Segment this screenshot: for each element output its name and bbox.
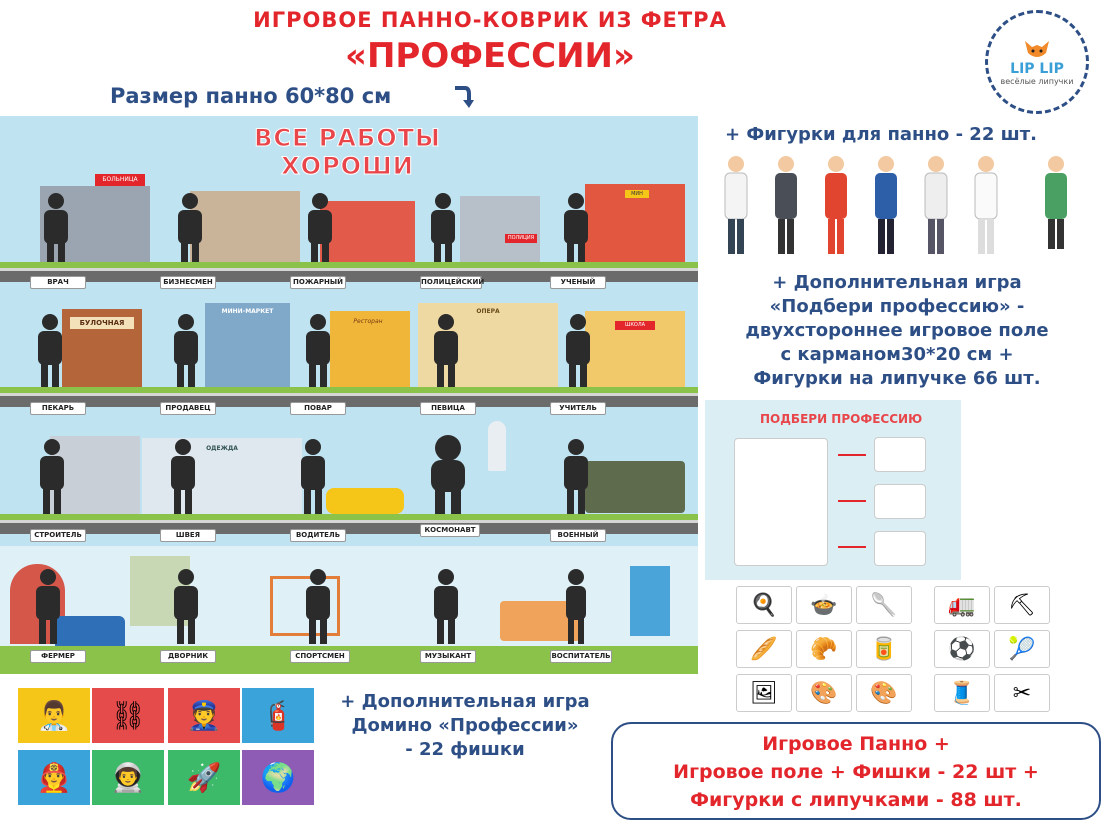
domino-description — [320, 690, 610, 762]
panel-row-1 — [0, 156, 698, 291]
tile-paints-icon: 🎨 — [856, 674, 912, 712]
school-building — [585, 311, 685, 389]
job-label: ПЕКАРЬ — [30, 402, 86, 415]
summary-box — [611, 722, 1101, 820]
tile-racket-icon: 🎾 — [994, 630, 1050, 668]
businessman-silhouette — [172, 192, 208, 270]
soldier-silhouette — [558, 438, 594, 516]
figures-row — [722, 152, 1092, 264]
job-label: ПОЖАРНЫЙ — [290, 276, 346, 289]
domino-extinguisher-icon: 🧯 — [242, 688, 314, 743]
page-title-line2: «ПРОФЕССИИ» — [345, 36, 635, 76]
panel-row-4 — [0, 546, 698, 674]
policeman-figure — [875, 156, 897, 254]
tile-pan-icon: 🍳 — [736, 586, 792, 624]
firefighter-figure — [825, 156, 847, 254]
panel-size-label: Размер панно 60*80 см — [110, 84, 392, 108]
job-label: ВОСПИТАТЕЛЬ — [550, 650, 612, 663]
restaurant-sign: Ресторан — [353, 318, 383, 325]
tile-palette-icon: 🎨 — [796, 674, 852, 712]
job-label: МУЗЫКАНТ — [420, 650, 476, 663]
farmer-silhouette — [30, 568, 66, 646]
extra-game-line: + Дополнительная игра — [772, 272, 1022, 293]
job-label: КОСМОНАВТ — [420, 524, 480, 537]
chef-figure — [975, 156, 997, 254]
tile-pot-icon: 🍲 — [796, 586, 852, 624]
domino-line: Домино «Профессии» — [351, 715, 579, 736]
tile-mixer-truck-icon: 🚛 — [934, 586, 990, 624]
singer-silhouette — [428, 313, 464, 391]
game-board-slot — [874, 531, 926, 566]
job-label: УЧЕНЫЙ — [550, 276, 606, 289]
logo-subtitle: весёлые липучки — [1000, 76, 1074, 86]
panel-row-3 — [0, 416, 698, 546]
clothes-shop-sign: ОДЕЖДА — [206, 445, 238, 452]
restaurant-building — [330, 311, 410, 389]
firefighter-silhouette — [302, 192, 338, 270]
arrow-right-icon — [838, 546, 866, 548]
domino-line: - 22 фишки — [405, 739, 525, 760]
driver-silhouette — [295, 438, 331, 516]
tile-wheelbarrow-icon: ⛏ — [994, 586, 1050, 624]
job-label: ВРАЧ — [30, 276, 86, 289]
game-board-main-slot — [734, 438, 828, 566]
figures-heading: + Фигурки для панно - 22 шт. — [725, 124, 1038, 145]
extra-game-line: «Подбери профессию» - — [769, 296, 1025, 317]
professions-panel — [0, 116, 698, 674]
hospital-sign: БОЛЬНИЦА — [95, 174, 145, 186]
fox-icon — [1022, 39, 1052, 61]
scientist-silhouette — [558, 192, 594, 270]
bakery-sign: БУЛОЧНАЯ — [70, 317, 134, 329]
teacher-figure — [1045, 156, 1067, 249]
game-board-slot — [874, 437, 926, 472]
police-sign: ПОЛИЦИЯ — [505, 234, 537, 243]
tile-bread-basket-icon: 🥐 — [796, 630, 852, 668]
job-label: ДВОРНИК — [160, 650, 216, 663]
panel-title: ВСЕ РАБОТЫ ХОРОШИ — [254, 124, 441, 180]
doctor-silhouette — [38, 192, 74, 270]
extra-game-line: с карманом30*20 см + — [780, 344, 1014, 365]
curved-arrow-icon — [452, 84, 474, 110]
educator-silhouette — [562, 568, 590, 646]
police-building — [460, 196, 540, 264]
job-label: БИЗНЕСМЕН — [160, 276, 216, 289]
baker-silhouette — [32, 313, 68, 391]
brand-logo — [985, 10, 1089, 114]
job-label: ШВЕЯ — [160, 529, 216, 542]
domino-astronaut-icon: 👨‍🚀 — [92, 750, 164, 805]
minimarket-sign: МИНИ-МАРКЕТ — [221, 308, 274, 315]
panel-row-2 — [0, 291, 698, 416]
extra-game-description — [712, 271, 1082, 391]
job-label: ВОДИТЕЛЬ — [290, 529, 346, 542]
taxi-car — [326, 488, 404, 514]
opera-sign: ОПЕРА — [476, 308, 500, 315]
janitor-silhouette — [168, 568, 204, 646]
scientist-figure — [925, 156, 947, 254]
kindergarten-tower — [630, 566, 670, 636]
arrow-right-icon — [838, 500, 866, 502]
tile-rolling-pin-icon: 🥖 — [736, 630, 792, 668]
domino-line: + Дополнительная игра — [340, 691, 590, 712]
domino-rocket-icon: 🚀 — [168, 750, 240, 805]
domino-policeman-icon: 👮 — [168, 688, 240, 743]
doctor-figure — [725, 156, 747, 254]
job-label: СТРОИТЕЛЬ — [30, 529, 86, 542]
logo-text: LIP LIP — [1010, 60, 1064, 77]
domino-handcuffs-icon: ⛓ — [92, 688, 164, 743]
job-label: ФЕРМЕР — [30, 650, 86, 663]
domino-firefighter-icon: 👨‍🚒 — [18, 750, 90, 805]
summary-line: Фигурки с липучками - 88 шт. — [690, 789, 1022, 811]
job-label: ПЕВИЦА — [420, 402, 476, 415]
builder-silhouette — [34, 438, 70, 516]
job-label: СПОРТСМЕН — [290, 650, 350, 663]
tile-sewing-machine-icon: 🧵 — [934, 674, 990, 712]
arrow-right-icon — [838, 454, 866, 456]
bakery-building — [62, 309, 142, 389]
seamstress-silhouette — [165, 438, 201, 516]
job-label: ПРОДАВЕЦ — [160, 402, 216, 415]
job-label: ПОВАР — [290, 402, 346, 415]
tile-flour-icon: 🥫 — [856, 630, 912, 668]
athlete-silhouette — [300, 568, 336, 646]
page-title-line1: ИГРОВОЕ ПАННО-КОВРИК ИЗ ФЕТРА — [253, 8, 727, 32]
seller-silhouette — [168, 313, 204, 391]
tile-ball-icon: ⚽ — [934, 630, 990, 668]
tile-ladle-icon: 🥄 — [856, 586, 912, 624]
game-board-slot — [874, 484, 926, 519]
extra-game-line: двухстороннее игровое поле — [745, 320, 1049, 341]
businessman-figure — [775, 156, 797, 254]
job-label: ВОЕННЫЙ — [550, 529, 606, 542]
tile-easel-icon: 🖼 — [736, 674, 792, 712]
teacher-silhouette — [560, 313, 596, 391]
job-label: ПОЛИЦЕЙСКИЙ — [420, 276, 482, 289]
tile-scissors-icon: ✂ — [994, 674, 1050, 712]
policeman-silhouette — [425, 192, 461, 270]
game-board-title: ПОДБЕРИ ПРОФЕССИЮ — [760, 412, 923, 426]
job-label: УЧИТЕЛЬ — [550, 402, 606, 415]
domino-doctor-icon: 👨‍⚕️ — [18, 688, 90, 743]
cook-silhouette — [300, 313, 336, 391]
summary-line: Игровое поле + Фишки - 22 шт + — [673, 761, 1039, 783]
astronaut-silhouette — [425, 434, 471, 516]
domino-globe-icon: 🌍 — [242, 750, 314, 805]
school-sign: ШКОЛА — [615, 321, 655, 330]
rocket — [488, 421, 506, 471]
science-sign: МИН — [625, 190, 649, 198]
summary-line: Игровое Панно + — [762, 733, 950, 755]
military-truck — [585, 461, 685, 513]
science-building — [585, 184, 685, 264]
extra-game-line: Фигурки на липучке 66 шт. — [753, 368, 1041, 389]
musician-silhouette — [428, 568, 464, 646]
minimarket-building — [205, 303, 290, 389]
